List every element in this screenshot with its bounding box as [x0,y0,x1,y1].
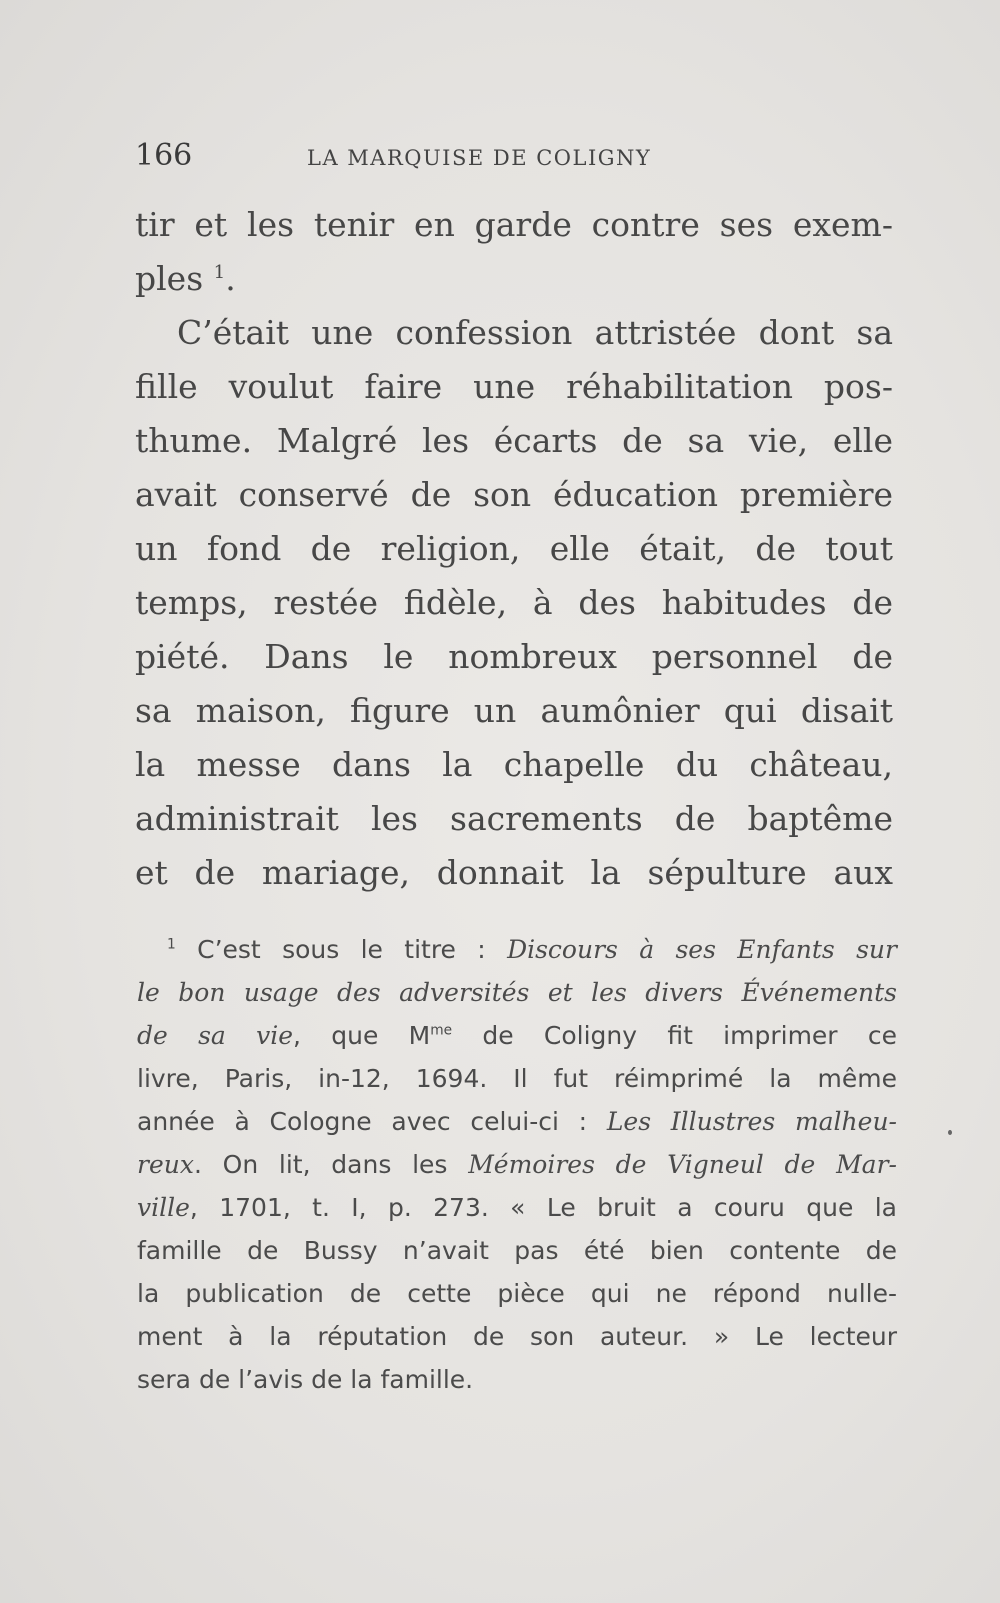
ink-speck [948,1130,952,1135]
body-line: avait conservé de son éducation première [135,475,893,514]
body-line [135,259,893,298]
body-line: un fond de religion, elle était, de tout [135,529,893,568]
footnote-text: C’est sous le titre : [197,935,508,964]
body-line: fille voulut faire une réhabilitation pos- [135,367,893,406]
running-title: LA MARQUISE DE COLIGNY [307,146,652,170]
footnote-title: Discours à ses Enfants sur [507,935,897,964]
footnote-line: la publication de cette pièce qui ne répond nulle- [137,1279,897,1308]
footnote-line: livre, Paris, in-12, 1694. Il fut réimprimé la même [137,1064,897,1093]
body-line: la messe dans la chapelle du château, [135,745,893,784]
body-line: sa maison, figure un aumônier qui disait [135,691,893,730]
body-line: tir et les tenir en garde contre ses exem- [135,205,893,244]
footnote-line [137,1021,897,1050]
footnote-title: reux [137,1150,194,1179]
footnote-text: . On lit, dans les [193,1150,469,1179]
footnote-line [137,1193,897,1222]
body-line: administrait les sacrements de baptême [135,799,893,838]
footnote-title: Mémoires de Vigneul de Mar- [468,1150,897,1179]
footnote-marker: 1 [167,936,176,953]
body-line: thume. Malgré les écarts de sa vie, elle [135,421,893,460]
footnote-line: ment à la réputation de son auteur. » Le lecteur [137,1322,897,1351]
footnote-superscript: me [430,1022,453,1039]
body-text: . [225,259,236,298]
footnote-text: , que M [293,1021,431,1050]
footnote-title: ville [137,1193,190,1222]
footnote-line [137,935,897,964]
footnote-title: le bon usage des adversités et les divers Événements [137,978,897,1007]
footnote-text: de Coligny fit imprimer ce [452,1021,897,1050]
footnote-text: , 1701, t. I, p. 273. « Le bruit a couru que la [189,1193,897,1222]
footnote-line [137,1150,897,1179]
body-line: piété. Dans le nombreux personnel de [135,637,893,676]
footnote-line [137,978,897,1007]
body-line: C’était une confession attristée dont sa [177,313,893,352]
body-text: ples [135,259,204,298]
footnote-reference: 1 [213,262,226,283]
body-line: et de mariage, donnait la sépulture aux [135,853,893,892]
footnote-line: famille de Bussy n’avait pas été bien contente de [137,1236,897,1265]
footnote-line: sera de l’avis de la famille. [137,1365,474,1394]
page-number: 166 [135,138,193,173]
footnote-title: de sa vie [137,1021,294,1050]
footnote-title: Les Illustres malheu- [606,1107,897,1136]
body-line: temps, restée fidèle, à des habitudes de [135,583,893,622]
footnote-text: année à Cologne avec celui-ci : [137,1107,607,1136]
footnote-line [137,1107,897,1136]
page-header [135,138,735,178]
